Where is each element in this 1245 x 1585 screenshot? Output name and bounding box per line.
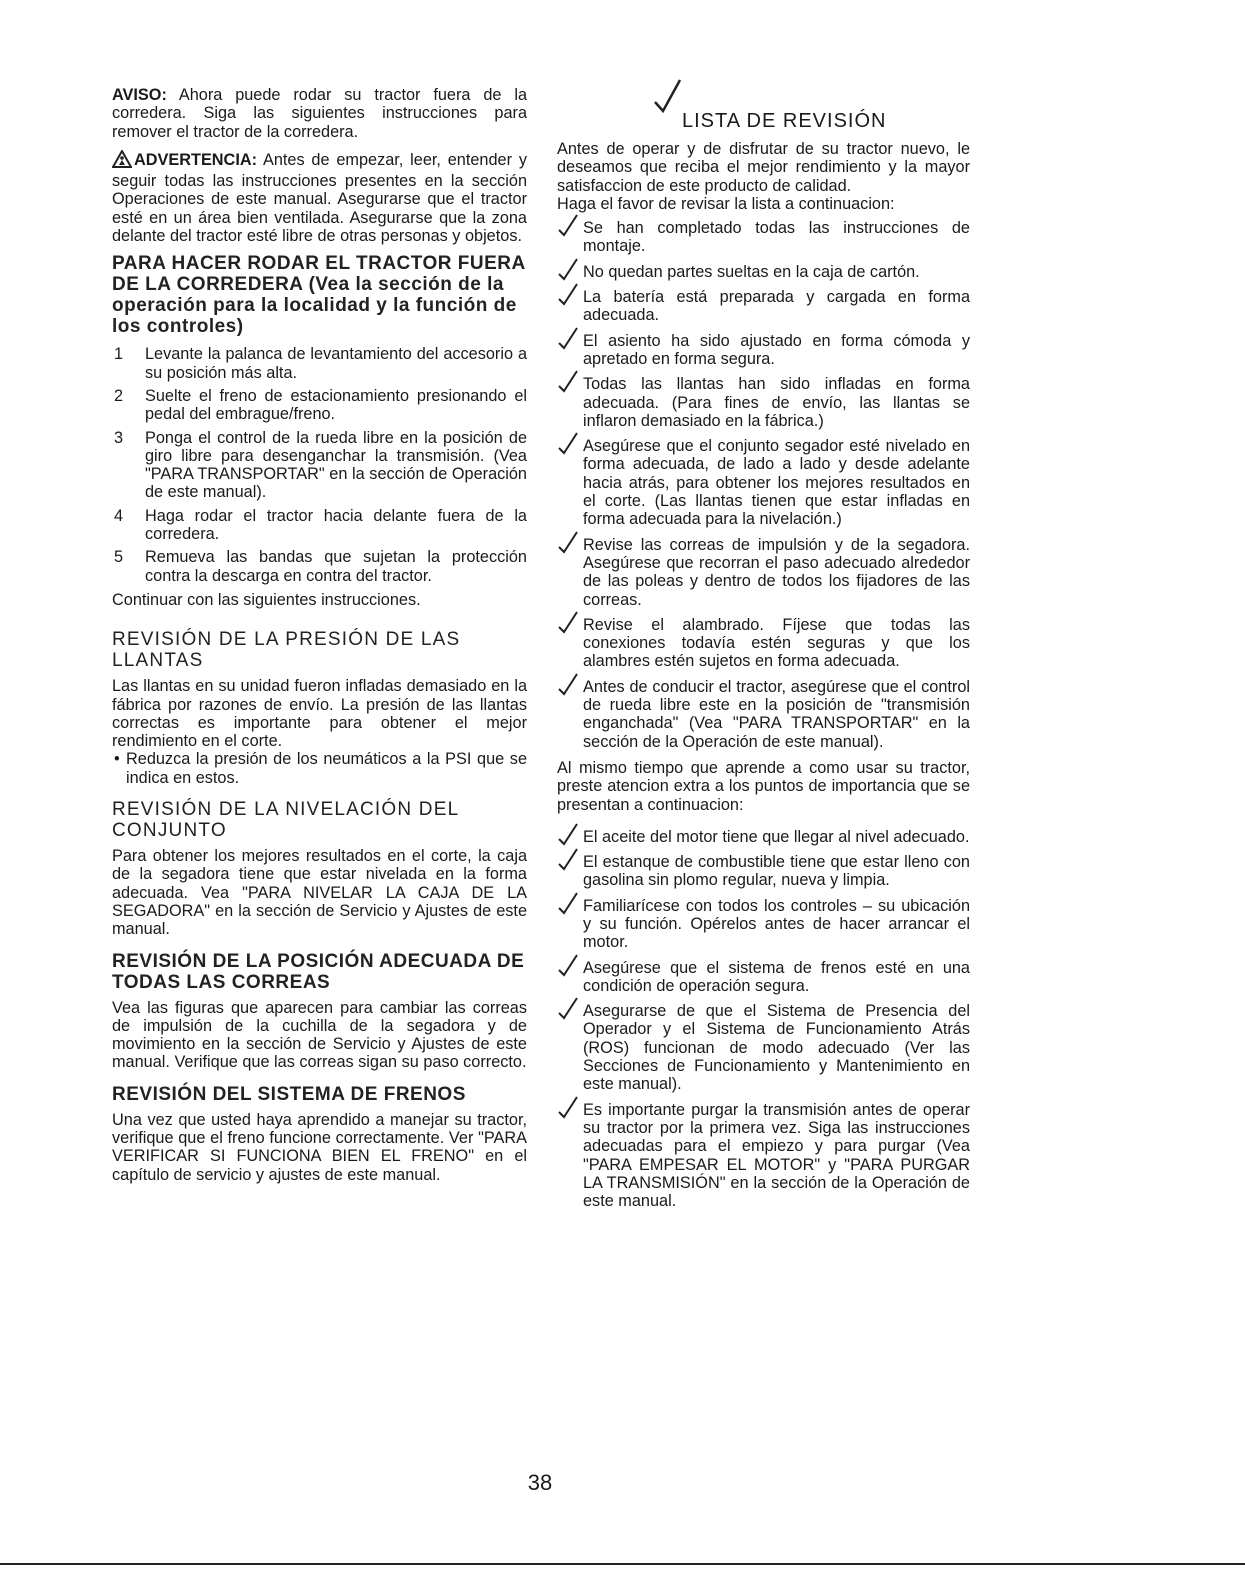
checkmark-icon [557,610,579,634]
list-item [557,332,970,369]
checkmark-icon [557,822,579,846]
check-text: Antes de conducir el tractor, asegúrese que el control de rueda libre este en la posición de "transmisión enganchada" (Vea "PARA TRANSPORTAR" en la sección de la Operación de este manual). [583,677,970,751]
continue-text: Continuar con las siguientes instrucciones. [112,590,421,609]
check-text: Asegúrese que el sistema de frenos esté en una condición de operación segura. [583,958,970,995]
checkmark-icon [557,530,579,554]
warning-person-icon [112,150,132,172]
step-text: Suelte el freno de estacionamiento presionando el pedal del embrague/freno. [145,386,527,424]
list-item [112,548,527,585]
tire-pressure-heading: REVISIÓN DE LA PRESIÓN DE LAS LLANTAS [112,629,461,672]
intro-text: Antes de operar y de disfrutar de su tractor nuevo, le deseamos que reciba el mejor rendimiento y la mayor satisfaccion de este producto de calidad. [557,140,970,195]
warning-label: ADVERTENCIA: [134,150,258,169]
checkmark-icon [557,369,579,393]
step-number: 4 [114,506,124,525]
tire-pressure-bullet [112,750,527,787]
brake-system-heading: REVISIÓN DEL SISTEMA DE FRENOS [112,1083,466,1105]
checkmark-icon [652,78,682,114]
aviso-label: AVISO: [112,86,167,104]
roll-steps-list [112,345,527,585]
step-number: 1 [114,345,124,364]
list-item [557,375,970,430]
check-text: Asegurarse de que el Sistema de Presencia del Operador y el Sistema de Funcionamiento Atrás (ROS) funcionan de modo adecuado (Ver las Secciones de Funcionamiento y Mantenimiento en este manual). [583,1002,970,1094]
check-text: El asiento ha sido ajustado en forma cómoda y apretado en forma segura. [583,331,970,368]
check-text: Asegúrese que el conjunto segador esté nivelado en forma adecuada, de lado a lado y desde adelante hacia atrás, para obtener los mejores resultados en el corte. (Las llantas tienen que estar infladas en forma adecuada para la nivelación.) [583,437,970,529]
list-item [557,219,970,256]
warning-text: Antes de empezar, leer, entender y seguir todas las instrucciones presentes en la sección Operaciones de este manual. Asegurarse que el tractor esté en un área bien ventilada. Asegurarse que la zona delante del tractor esté libre de otras personas y objetos. [112,150,527,246]
checklist [557,219,970,751]
checkmark-icon [557,326,579,350]
list-item [557,616,970,671]
left-column [112,86,527,1184]
checkmark-icon [557,213,579,237]
check-text: Se han completado todas las instrucciones de montaje. [583,219,970,256]
bottom-divider [0,1563,1245,1565]
check-text: Familiarícese con todos los controles – su ubicación y su función. Opérelos antes de hacer arrancar el motor. [583,896,970,952]
step-text: Ponga el control de la rueda libre en la posición de giro libre para desenganchar la transmisión. (Vea "PARA TRANSPORTAR" en la sección de Operación de este manual). [145,428,527,502]
check-text: El estanque de combustible tiene que estar lleno con gasolina sin plomo regular, nueva y limpia. [583,853,970,890]
bullet-text: Reduzca la presión de los neumáticos a la PSI que se indica en estos. [126,750,527,787]
checkmark-icon [557,672,579,696]
step-text: Haga rodar el tractor hacia delante fuera de la corredera. [145,506,527,544]
right-column [557,86,970,1217]
checkmark-icon [557,996,579,1020]
warning-paragraph [112,150,527,245]
check-text: El aceite del motor tiene que llegar al nivel adecuado. [583,827,970,846]
check-text: Revise el alambrado. Fíjese que todas las conexiones todavía estén seguras y que los alambres estén sujetos en forma adecuada. [583,615,970,671]
checkmark-icon [557,431,579,455]
checkmark-icon [557,257,579,281]
list-item [112,507,527,544]
list-item [557,853,970,890]
list-item [557,1101,970,1211]
leveling-heading: REVISIÓN DE LA NIVELACIÓN DEL CONJUNTO [112,799,459,842]
checkmark-icon [557,282,579,306]
page-number: 38 [527,1470,553,1495]
list-item [557,536,970,609]
step-number: 3 [114,428,124,447]
check-text: La batería está preparada y cargada en forma adecuada. [583,288,970,325]
important-points-list [557,828,970,1211]
step-text: Remueva las bandas que sujetan la protección contra la descarga en contra del tractor. [145,548,527,585]
aviso-text: Ahora puede rodar su tractor fuera de la corredera. Siga las siguientes instrucciones para remover el tractor de la corredera. [112,86,527,141]
list-item [557,1002,970,1093]
list-item [557,959,970,996]
checkmark-icon [557,847,579,871]
check-text: Es importante purgar la transmisión antes de operar su tractor por la primera vez. Siga las instrucciones adecuadas para el empiezo y para purgar (Vea "PARA EMPESAR EL MOTOR" y "PARA PURGAR LA TRANSMISIÓN" en la sección de la Operación de este manual. [583,1100,970,1211]
check-text: Revise las correas de impulsión y de la segadora. Asegúrese que recorran el paso adecuado alrededor de las poleas y dentro de todos los fijadores de las correas. [583,535,970,609]
checkmark-icon [557,891,579,915]
list-item [557,263,970,281]
list-item [557,828,970,846]
roll-tractor-heading: PARA HACER RODAR EL TRACTOR FUERA DE LA CORREDERA (Vea la sección de la operación para la localidad y la función de los controles) [112,253,526,338]
list-item [557,678,970,751]
brake-system-text: Una vez que usted haya aprendido a manejar su tractor, verifique que el freno funcione correctamente. Ver "PARA VERIFICAR SI FUNCIONA BIEN EL FRENO" en el capítulo de servicio y ajustes de este manual. [112,1110,527,1184]
checklist-title: LISTA DE REVISIÓN [682,110,887,132]
list-item [557,897,970,952]
bullet-icon: • [114,750,120,769]
intro-request: Haga el favor de revisar la lista a continuacion: [557,194,895,213]
list-item [112,387,527,424]
belt-position-text: Vea las figuras que aparecen para cambiar las correas de impulsión de la cuchilla de la segadora y de movimiento en la sección de Servicio y Ajustes de este manual. Verifique que las correas sigan su paso correcto. [112,998,527,1072]
list-item [112,345,527,382]
checkmark-icon [557,1095,579,1119]
list-item [557,288,970,325]
belt-position-heading: REVISIÓN DE LA POSICIÓN ADECUADA DE TODAS LAS CORREAS [112,950,525,993]
aviso-paragraph [112,86,527,141]
attention-text: Al mismo tiempo que aprende a como usar su tractor, preste atencion extra a los puntos de importancia que se presentan a continuacion: [557,758,970,814]
list-item [557,437,970,528]
leveling-text: Para obtener los mejores resultados en el corte, la caja de la segadora tiene que estar nivelada en la forma adecuada. Vea "PARA NIVELAR LA CAJA DE LA SEGADORA" en la sección de Servicio y Ajustes de este manual. [112,847,527,939]
checkmark-icon [557,953,579,977]
checklist-title-block [557,86,970,130]
tire-pressure-text: Las llantas en su unidad fueron infladas demasiado en la fábrica por razones de envío. La presión de las llantas correctas es importante para obtener el mejor rendimiento en el corte. [112,677,527,751]
check-text: Todas las llantas han sido infladas en forma adecuada. (Para fines de envío, las llantas se inflaron demasiado en la fábrica.) [583,375,970,430]
step-text: Levante la palanca de levantamiento del accesorio a su posición más alta. [145,345,527,382]
step-number: 2 [114,386,124,405]
step-number: 5 [114,548,124,567]
check-text: No quedan partes sueltas en la caja de cartón. [583,262,920,281]
list-item [112,429,527,502]
